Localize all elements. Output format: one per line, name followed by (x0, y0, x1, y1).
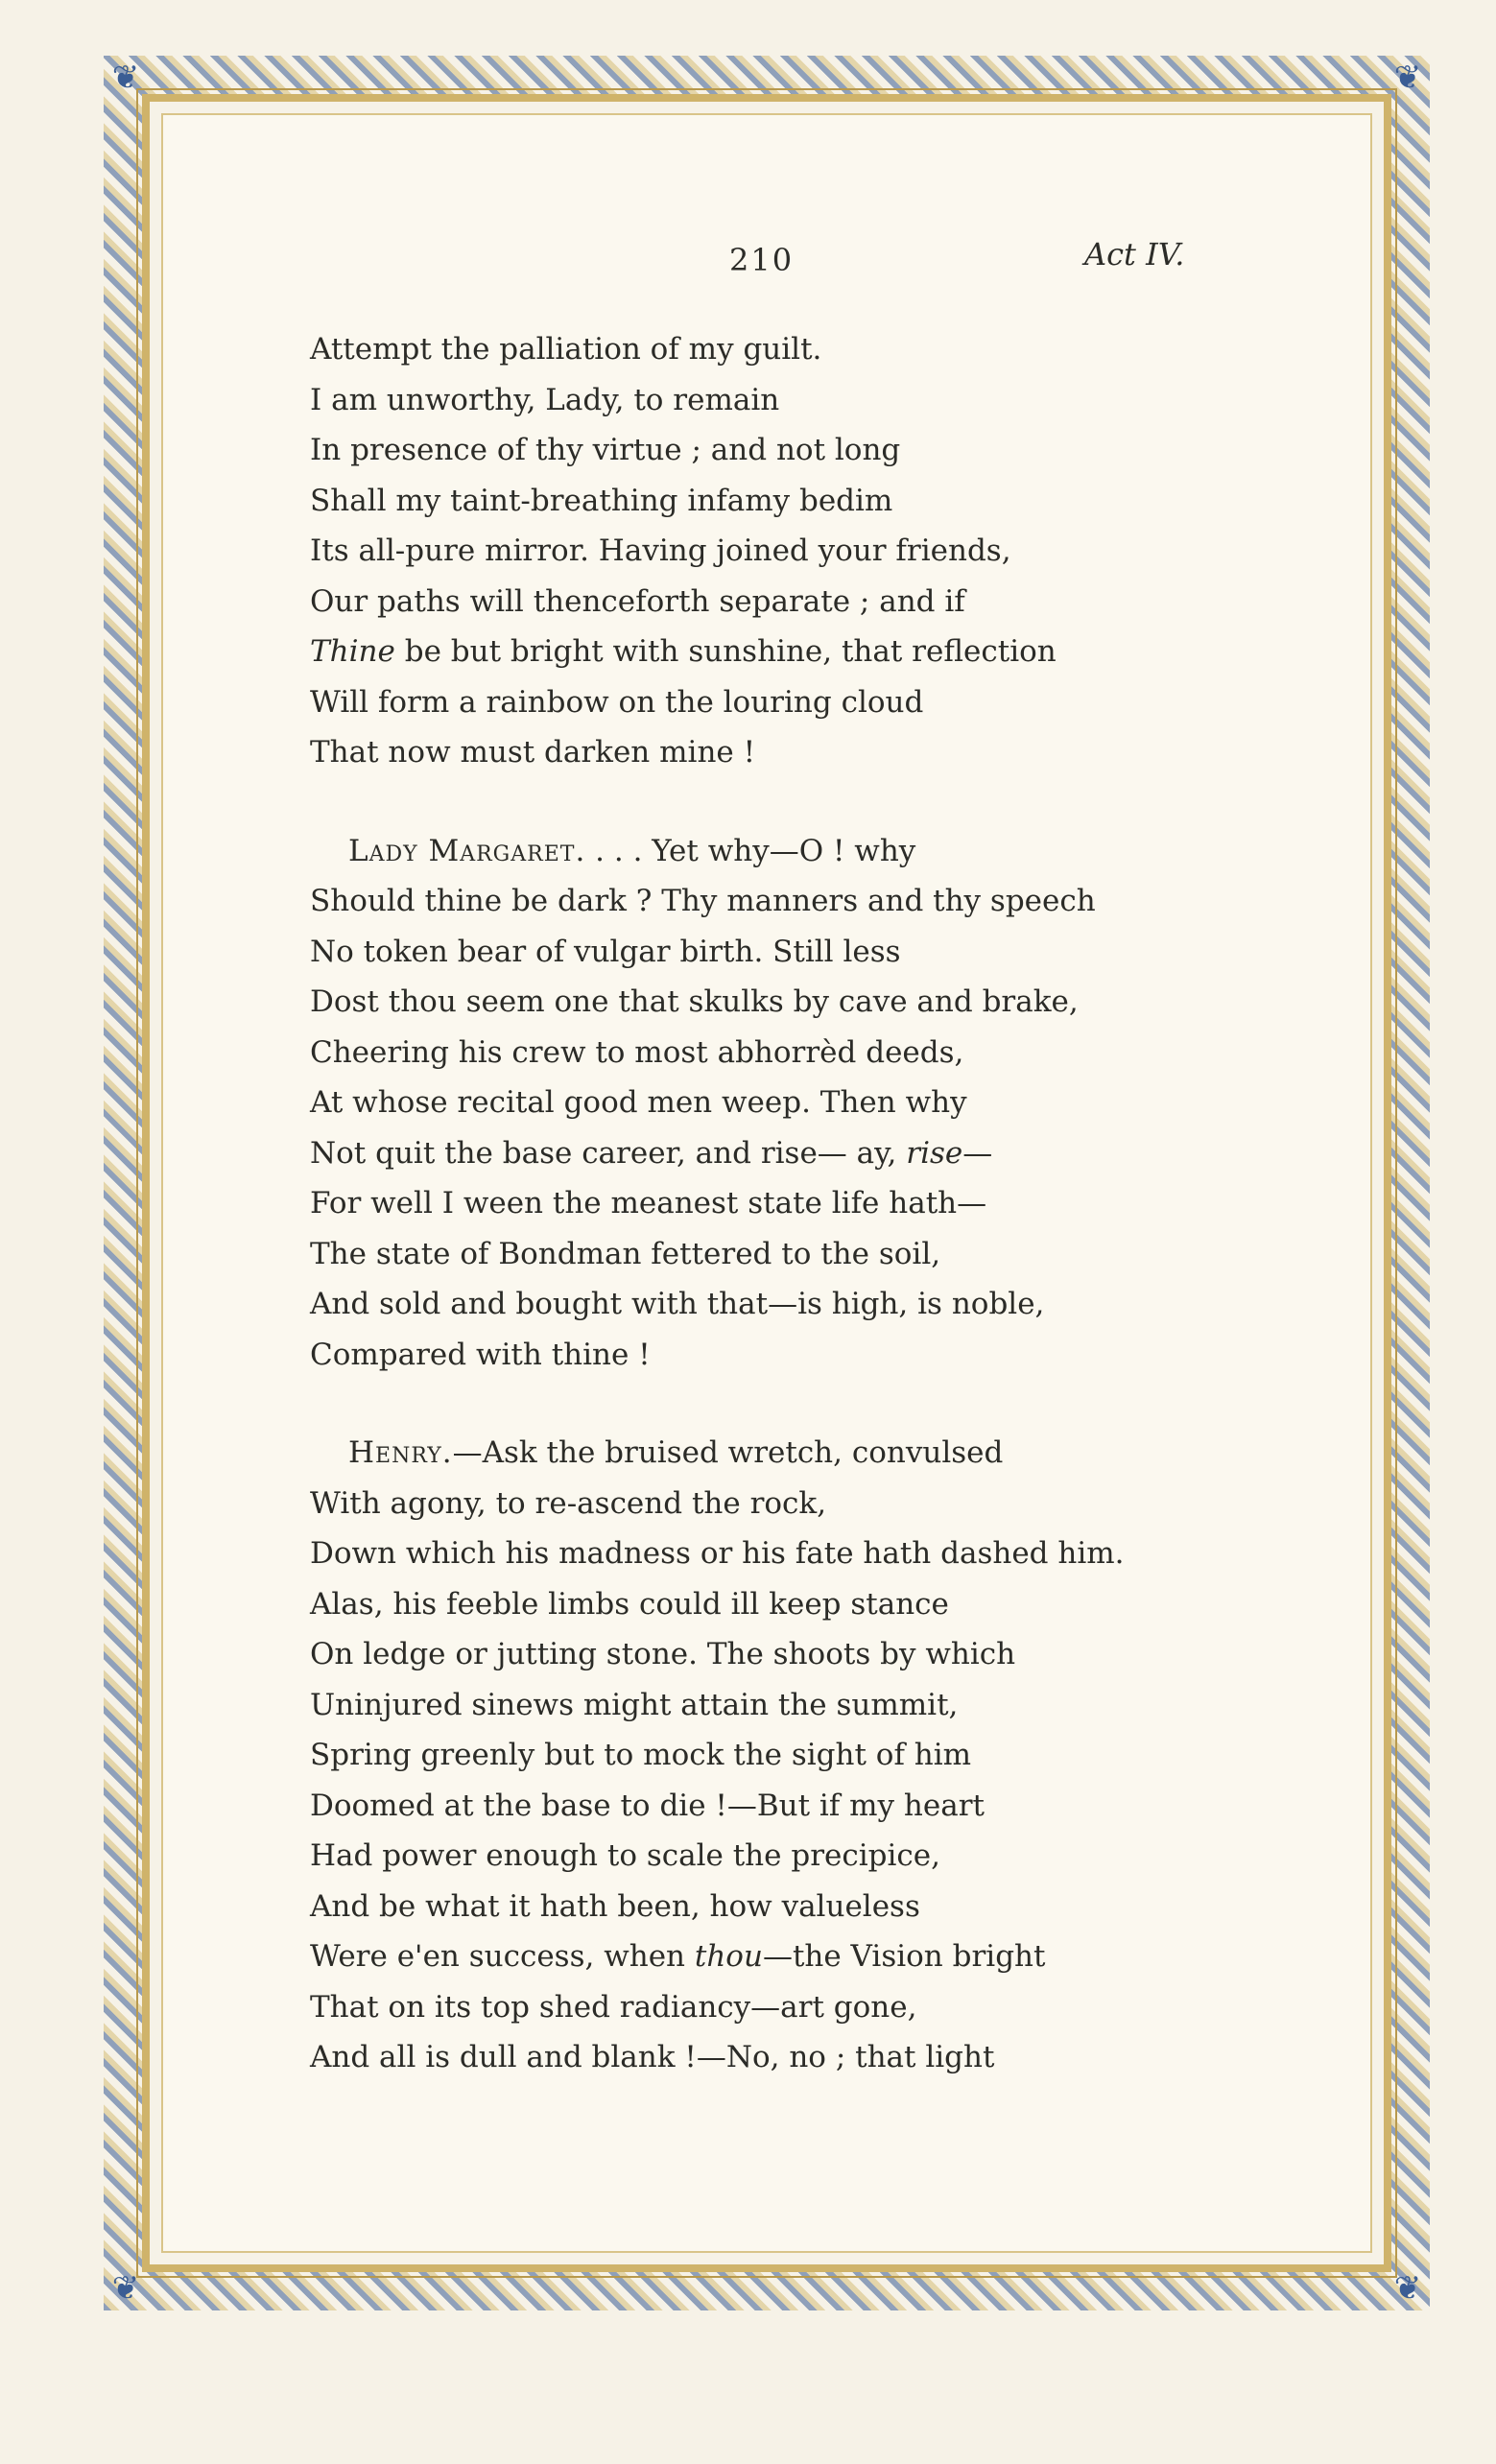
speech-heading (310, 826, 1250, 877)
verse-line: In presence of thy virtue ; and not long (310, 433, 901, 467)
leaf-ornament-icon: ❦ (111, 2269, 140, 2308)
verse-line (310, 1128, 1250, 1179)
verse-line: Uninjured sinews might attain the summit, (310, 1687, 959, 1722)
emphasis: rise (906, 1135, 963, 1171)
verse-line: No token bear of vulgar birth. Still less (310, 934, 901, 969)
verse-line: Attempt the palliation of my guilt. (310, 332, 822, 367)
verse-line-text: —the Vision bright (762, 1939, 1046, 1974)
verse-line: Our paths will thenceforth separate ; and if (310, 583, 965, 619)
verse-line: Down which his madness or his fate hath dashed him. (310, 1536, 1125, 1571)
leaf-ornament-icon: ❦ (1393, 59, 1422, 97)
verse-line: Shall my taint-breathing infamy bedim (310, 483, 893, 518)
verse-line: At whose recital good men weep. Then why (310, 1085, 967, 1120)
verse-line-text: . . . Yet why—O ! why (585, 833, 916, 868)
speaker-name: Henry. (348, 1435, 453, 1470)
verse-line: For well I ween the meanest state life hath— (310, 1186, 987, 1220)
verse-line-text: be but bright with sunshine, that reflection (394, 634, 1057, 669)
verse-line: Compared with thine ! (310, 1337, 651, 1372)
verse-line: Should thine be dark ? Thy manners and thy speech (310, 884, 1096, 918)
verse-line: Spring greenly but to mock the sight of him (310, 1738, 972, 1772)
verse-line: And all is dull and blank !—No, no ; that light (310, 2040, 995, 2074)
leaf-ornament-icon: ❦ (1393, 2269, 1422, 2308)
verse-line: That on its top shed radiancy—art gone, (310, 1989, 917, 2025)
emphasis: thou (694, 1939, 763, 1974)
verse-line: On ledge or jutting stone. The shoots by which (310, 1637, 1016, 1671)
verse-line: Its all-pure mirror. Having joined your friends, (310, 533, 1011, 568)
verse-line: Had power enough to scale the precipice, (310, 1838, 940, 1873)
verse-line-text: —Ask the bruised wretch, convulsed (452, 1435, 1004, 1470)
verse-line: Cheering his crew to most abhorrèd deeds, (310, 1034, 964, 1070)
verse-line: Alas, his feeble limbs could ill keep stance (310, 1586, 949, 1622)
verse-line-text: Were e'en success, when (310, 1939, 695, 1974)
verse-line: And be what it hath been, how valueless (310, 1888, 920, 1924)
verse-line: Dost thou seem one that skulks by cave and brake, (310, 984, 1079, 1019)
verse-line: Will form a rainbow on the louring cloud (310, 684, 924, 720)
verse-line: The state of Bondman fettered to the soil, (310, 1236, 941, 1271)
running-head: Act IV. (1084, 236, 1185, 272)
verse-line: I am unworthy, Lady, to remain (310, 382, 780, 417)
verse-line-text: Not quit the base career, and rise— ay, (310, 1135, 907, 1171)
verse-line: Doomed at the base to die !—But if my heart (310, 1788, 985, 1823)
verse-line: That now must darken mine ! (310, 735, 756, 770)
emphasis: Thine (310, 634, 395, 669)
verse-line-text: — (962, 1135, 993, 1171)
speaker-name: Lady Margaret. (348, 833, 586, 868)
verse-text (310, 324, 1250, 2083)
verse-line (310, 1931, 1250, 1982)
speech-heading (310, 1428, 1250, 1479)
verse-line: And sold and bought with that—is high, is noble, (310, 1287, 1045, 1321)
verse-line (310, 627, 1250, 677)
page-number: 210 (729, 242, 795, 278)
leaf-ornament-icon: ❦ (111, 59, 140, 97)
verse-line: With agony, to re-ascend the rock, (310, 1485, 827, 1521)
